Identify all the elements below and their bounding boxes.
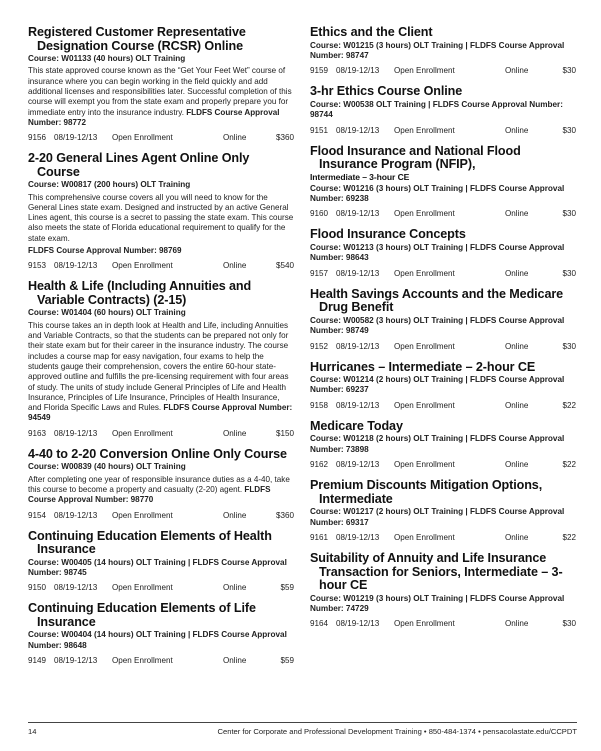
course-price: $30 xyxy=(562,341,576,351)
enrollment-type: Open Enrollment xyxy=(394,209,455,219)
course-title: Registered Customer Representative Designation Course (RCSR) Online xyxy=(28,25,246,53)
delivery-mode: Online xyxy=(505,66,529,76)
course-title: Medicare Today xyxy=(310,418,403,433)
course-code: Course: W00582 (3 hours) OLT Training | FLDFS Course Approval Number: 98749 xyxy=(310,315,565,336)
course-description: This comprehensive course covers all you will need to know for the General Lines state exam. Designed and instructed by an active General Lines agent, this course is a secret to passing the state exam. This course also meets the state of Florida educational requirement to qualify for the state exam. xyxy=(28,192,294,243)
course-price: $360 xyxy=(275,510,294,520)
section-dates: 08/19-12/13 xyxy=(336,125,380,135)
course-health-life xyxy=(28,280,294,438)
section-dates: 08/19-12/13 xyxy=(54,656,98,666)
enrollment-type: Open Enrollment xyxy=(394,460,455,470)
delivery-mode: Online xyxy=(223,583,247,593)
enrollment-type: Open Enrollment xyxy=(394,268,455,278)
course-price: $22 xyxy=(562,400,576,410)
course-ce-life xyxy=(28,602,294,666)
course-code: Course: W00839 (40 hours) OLT Training xyxy=(28,462,186,472)
footer-divider xyxy=(28,722,577,723)
section-dates: 08/19-12/13 xyxy=(336,460,380,470)
course-flood-nfip xyxy=(310,145,576,220)
delivery-mode: Online xyxy=(505,533,529,542)
section-number: 9151 xyxy=(310,125,329,135)
schedule-row xyxy=(28,510,294,521)
delivery-mode: Online xyxy=(505,209,529,219)
enrollment-type: Open Enrollment xyxy=(112,261,173,271)
schedule-row xyxy=(310,65,576,76)
enrollment-type: Open Enrollment xyxy=(112,583,173,593)
approval-number: FLDFS Course Approval Number: 98769 xyxy=(28,246,182,256)
delivery-mode: Online xyxy=(223,133,247,143)
section-dates: 08/19-12/13 xyxy=(54,261,98,271)
section-dates: 08/19-12/13 xyxy=(336,619,380,629)
course-price: $30 xyxy=(562,125,576,135)
course-price: $30 xyxy=(562,268,576,278)
course-code: Course: W00538 OLT Training | FLDFS Course Approval Number: 98744 xyxy=(310,99,563,120)
course-price: $59 xyxy=(280,656,294,666)
schedule-row xyxy=(28,655,294,666)
section-number: 9149 xyxy=(28,656,47,666)
course-code: Course: W00404 (14 hours) OLT Training | FLDFS Course Approval Number: 98648 xyxy=(28,630,287,650)
enrollment-type: Open Enrollment xyxy=(112,510,173,520)
section-dates: 08/19-12/13 xyxy=(336,533,380,542)
approval-number: FLDFS Course Approval Number: 94549 xyxy=(28,403,293,423)
section-number: 9153 xyxy=(28,261,47,271)
course-price: $30 xyxy=(562,66,576,76)
schedule-row xyxy=(310,125,576,136)
schedule-row xyxy=(310,618,576,629)
course-title: Ethics and the Client xyxy=(310,25,433,39)
description-text: This course takes an in depth look at Health and Life, including Annuities and Variable Contracts, so that the students can be prepared not only for their state exam but for their career in the insurance industry. The course includes a course map for easy navigation, four exams to help the students gauge their comprehension, covers the entire 60-hour state-approved outline and fulfills the pre-licensing requirement with four areas of study. The units of study include General Principles of Life and Health Insurance, Principles of Life Insurance, Principles of Health Insurance, and Florida Specific Laws and Rules. xyxy=(28,320,289,413)
course-title-text: Flood Insurance and National Flood Insurance Program (NFIP), xyxy=(310,143,521,172)
course-title: Suitability of Annuity and Life Insurance Transaction for Seniors, Intermediate – 3-hour CE xyxy=(310,551,563,592)
course-code: Course: W00405 (14 hours) OLT Training | FLDFS Course Approval Number: 98745 xyxy=(28,557,287,577)
enrollment-type: Open Enrollment xyxy=(394,341,455,351)
course-title: 3-hr Ethics Course Online xyxy=(310,84,463,99)
section-dates: 08/19-12/13 xyxy=(336,341,380,351)
course-title: 2-20 General Lines Agent Online Only Course xyxy=(28,151,250,179)
course-general-lines xyxy=(28,152,294,271)
description-text: After completing one year of responsible insurance duties as a 4-40, take this course to become a property and casualty (2-20) agent. xyxy=(28,474,290,494)
enrollment-type: Open Enrollment xyxy=(112,133,173,143)
right-column xyxy=(310,26,576,638)
enrollment-type: Open Enrollment xyxy=(394,400,455,410)
course-title: Continuing Education Elements of Health Insurance xyxy=(28,528,272,557)
delivery-mode: Online xyxy=(223,428,247,438)
section-number: 9164 xyxy=(310,619,329,629)
delivery-mode: Online xyxy=(223,510,247,520)
enrollment-type: Open Enrollment xyxy=(112,656,173,666)
section-dates: 08/19-12/13 xyxy=(336,66,380,76)
section-dates: 08/19-12/13 xyxy=(336,209,380,219)
course-title: 4-40 to 2-20 Conversion Online Only Course xyxy=(28,446,287,461)
approval-number: FLDFS Course Approval Number: 98772 xyxy=(28,107,280,127)
delivery-mode: Online xyxy=(505,125,529,135)
delivery-mode: Online xyxy=(505,619,529,629)
delivery-mode: Online xyxy=(223,261,247,271)
course-code: Course: W01215 (3 hours) OLT Training | FLDFS Course Approval Number: 98747 xyxy=(310,40,565,60)
course-price: $150 xyxy=(275,428,294,438)
course-title xyxy=(310,145,576,183)
course-flood-concepts xyxy=(310,228,576,278)
course-code: Course: W01216 (3 hours) OLT Training | FLDFS Course Approval Number: 69238 xyxy=(310,183,565,204)
section-number: 9152 xyxy=(310,341,329,351)
course-ethics-online xyxy=(310,85,576,135)
section-number: 9159 xyxy=(310,66,329,76)
course-hsa-medicare xyxy=(310,288,576,352)
course-title: Flood Insurance Concepts xyxy=(310,227,466,242)
course-ethics-client xyxy=(310,26,576,76)
course-subtitle: Intermediate – 3-hour CE xyxy=(310,171,410,182)
course-suitability-annuity xyxy=(310,552,576,629)
course-title: Health & Life (Including Annuities and Variable Contracts) (2-15) xyxy=(28,279,252,307)
section-dates: 08/19-12/13 xyxy=(336,400,380,410)
course-price: $59 xyxy=(280,583,294,593)
course-code: Course: W01219 (3 hours) OLT Training | FLDFS Course Approval Number: 74729 xyxy=(310,593,565,613)
course-code: Course: W01133 (40 hours) OLT Training xyxy=(28,54,186,63)
course-price: $30 xyxy=(562,619,576,629)
course-price: $540 xyxy=(275,261,294,271)
schedule-row xyxy=(310,532,576,543)
delivery-mode: Online xyxy=(505,268,529,278)
course-price: $30 xyxy=(562,209,576,219)
section-number: 9158 xyxy=(310,400,329,410)
schedule-row xyxy=(310,208,576,219)
enrollment-type: Open Enrollment xyxy=(112,428,173,438)
section-dates: 08/19-12/13 xyxy=(54,510,98,520)
course-description xyxy=(28,66,294,128)
enrollment-type: Open Enrollment xyxy=(394,619,455,629)
delivery-mode: Online xyxy=(505,460,529,470)
course-code: Course: W01404 (60 hours) OLT Training xyxy=(28,308,186,318)
course-title: Health Savings Accounts and the Medicare Drug Benefit xyxy=(310,286,564,315)
section-number: 9163 xyxy=(28,428,47,438)
delivery-mode: Online xyxy=(223,656,247,666)
course-title: Hurricanes – Intermediate – 2-hour CE xyxy=(310,359,536,374)
schedule-row xyxy=(310,459,576,470)
course-medicare-today xyxy=(310,420,576,470)
enrollment-type: Open Enrollment xyxy=(394,125,455,135)
course-code: Course: W01218 (2 hours) OLT Training | FLDFS Course Approval Number: 73898 xyxy=(310,434,565,454)
course-ce-health xyxy=(28,530,294,594)
course-code: Course: W01217 (2 hours) OLT Training | FLDFS Course Approval Number: 69317 xyxy=(310,507,565,527)
schedule-row xyxy=(310,268,576,279)
schedule-row xyxy=(310,400,576,411)
delivery-mode: Online xyxy=(505,400,529,410)
course-price: $22 xyxy=(562,533,576,542)
section-number: 9161 xyxy=(310,533,329,542)
left-column xyxy=(28,26,294,675)
section-dates: 08/19-12/13 xyxy=(54,583,98,593)
course-premium-discounts xyxy=(310,479,576,543)
course-title: Premium Discounts Mitigation Options, Intermediate xyxy=(310,478,543,506)
course-description xyxy=(28,321,294,424)
section-number: 9156 xyxy=(28,133,47,143)
enrollment-type: Open Enrollment xyxy=(394,533,455,542)
course-conversion xyxy=(28,448,294,521)
course-code: Course: W00817 (200 hours) OLT Training xyxy=(28,180,191,190)
course-hurricanes xyxy=(310,361,576,411)
schedule-row xyxy=(310,341,576,352)
section-dates: 08/19-12/13 xyxy=(54,133,98,143)
course-rcsr xyxy=(28,26,294,143)
course-price: $22 xyxy=(562,460,576,470)
schedule-row xyxy=(28,132,294,143)
course-code: Course: W01213 (3 hours) OLT Training | FLDFS Course Approval Number: 98643 xyxy=(310,242,565,263)
section-number: 9157 xyxy=(310,268,329,278)
delivery-mode: Online xyxy=(505,341,529,351)
course-price: $360 xyxy=(275,133,294,143)
approval-number: FLDFS Course Approval Number: 98770 xyxy=(28,484,271,505)
schedule-row xyxy=(28,582,294,593)
section-number: 9150 xyxy=(28,583,47,593)
course-description xyxy=(28,475,294,506)
enrollment-type: Open Enrollment xyxy=(394,66,455,76)
section-number: 9160 xyxy=(310,209,329,219)
course-code: Course: W01214 (2 hours) OLT Training | FLDFS Course Approval Number: 69237 xyxy=(310,375,565,395)
description-text: This state approved course known as the “Get Your Feet Wet” course of insurance where you can begin working in the field quickly and add additional licenses and responsibilities later. Successful completion of this course will exempt you from the state exam and properly prepare you for immediate entry into the insurance industry. xyxy=(28,66,292,117)
footer-contact-info: Center for Corporate and Professional Development Training • 850-484-1374 • pensacolastate.edu/CCPDT xyxy=(217,727,577,736)
section-dates: 08/19-12/13 xyxy=(336,268,380,278)
section-dates: 08/19-12/13 xyxy=(54,428,98,438)
section-number: 9154 xyxy=(28,510,47,520)
course-title: Continuing Education Elements of Life Insurance xyxy=(28,601,256,629)
section-number: 9162 xyxy=(310,460,329,470)
schedule-row xyxy=(28,260,294,271)
schedule-row xyxy=(28,428,294,439)
page-number: 14 xyxy=(28,727,37,736)
